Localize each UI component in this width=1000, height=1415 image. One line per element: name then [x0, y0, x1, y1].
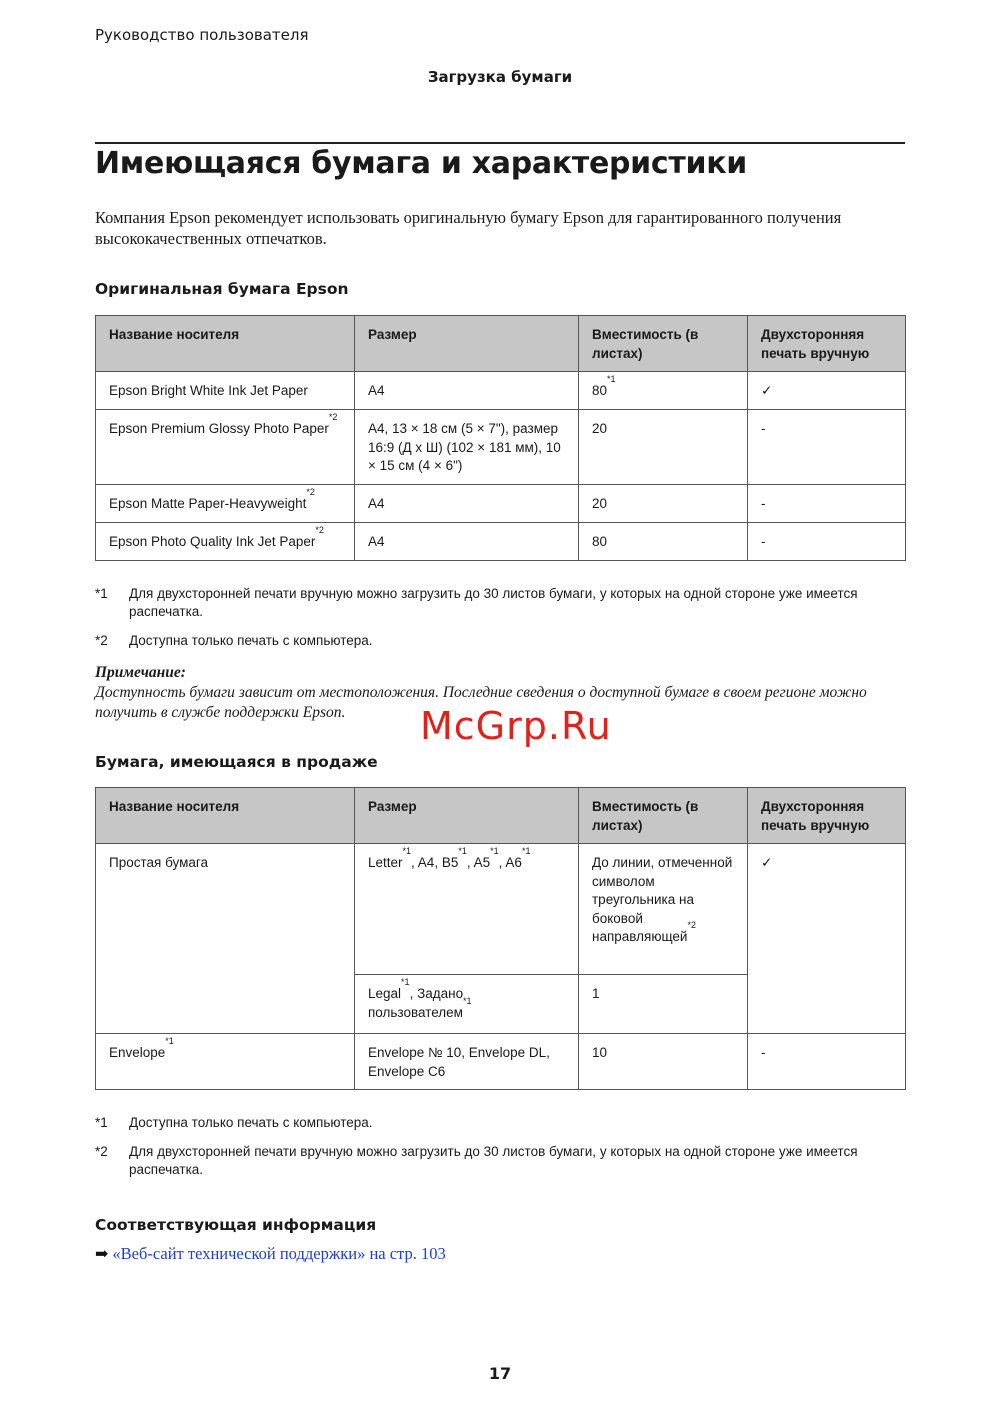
cell — [355, 522, 579, 560]
cell — [96, 844, 355, 1034]
column-header: Размер — [355, 788, 579, 844]
page-body — [95, 279, 905, 1265]
footnote-ref: *2 — [306, 486, 315, 497]
cell — [355, 844, 579, 975]
column-header: Размер — [355, 316, 579, 372]
arrow-right-icon: ➡ — [95, 1245, 109, 1263]
cell-text: , A4, B5 — [411, 855, 459, 870]
footnote — [95, 585, 905, 622]
cell-text: 20 — [592, 421, 608, 436]
cell — [748, 410, 906, 485]
cell-text: 80 — [592, 383, 608, 398]
check-mark — [748, 372, 906, 410]
divider — [95, 142, 905, 144]
cell — [96, 1034, 355, 1090]
cell-text: ✓ — [761, 855, 773, 870]
cell — [579, 484, 748, 522]
column-header: Двухсторонняя печать вручную — [748, 788, 906, 844]
cell-text: , Задано пользователем — [368, 986, 464, 1020]
footnote-ref: *1 — [401, 977, 410, 987]
intro-paragraph: Компания Epson рекомендует использовать оригинальную бумагу Epson для гарантированного получения высококачественных отпечатков. — [95, 208, 842, 248]
footnote-ref: *1 — [607, 374, 616, 384]
cell-text: Envelope — [109, 1045, 166, 1060]
table-row — [96, 372, 906, 410]
commercial-paper-table — [95, 787, 906, 1090]
cell-text: A4 — [368, 495, 385, 511]
cell-text: - — [761, 421, 766, 436]
footnote-text: Для двухсторонней печати вручную можно загрузить до 30 листов бумаги, у которых на одной стороне уже имеется распечатка. — [129, 585, 858, 619]
cell-text: Epson Bright White Ink Jet Paper — [109, 383, 308, 398]
cell — [96, 410, 355, 485]
footnote-text: Для двухсторонней печати вручную можно загрузить до 30 листов бумаги, у которых на одной стороне уже имеется распечатка. — [129, 1143, 858, 1177]
cell-text: - — [761, 533, 766, 549]
footnote-ref: *1 — [490, 846, 499, 856]
footnote-mark: *2 — [95, 1143, 108, 1159]
cell-text: Legal — [368, 986, 402, 1001]
cell — [579, 1034, 748, 1090]
footnote-ref: *1 — [521, 846, 531, 856]
footnote-ref: *1 — [402, 846, 412, 856]
cell-text: A4, 13 × 18 см (5 × 7"), размер 16:9 (Д x Ш) (102 × 181 мм), 10 × 15 см (4 × 6") — [368, 421, 561, 473]
footnote-ref: *2 — [315, 524, 324, 535]
footnote-mark: *1 — [95, 585, 108, 601]
column-header: Вместимость (в листах) — [579, 316, 748, 372]
cell-text: 10 — [592, 1045, 608, 1060]
table-row — [96, 844, 906, 975]
cell-text: Epson Photo Quality Ink Jet Paper — [109, 533, 316, 549]
column-header: Название носителя — [96, 788, 355, 844]
cell-text: Epson Premium Glossy Photo Paper — [109, 421, 329, 436]
cell-text: 1 — [592, 986, 600, 1001]
footnote-mark: *1 — [95, 1115, 108, 1130]
cell-text: Letter — [368, 855, 403, 870]
footnote — [95, 1114, 905, 1133]
cell — [355, 484, 579, 522]
cell — [355, 410, 579, 485]
cell — [579, 844, 748, 975]
cell — [96, 484, 355, 522]
cell-text: Epson Matte Paper-Heavyweight — [109, 495, 307, 511]
cell-text: Простая бумага — [109, 855, 209, 870]
footnote-text: Доступна только печать с компьютера. — [129, 1115, 373, 1130]
support-website-link[interactable]: «Веб-сайт технической поддержки» на стр. 103 — [112, 1243, 446, 1263]
note-label: Примечание: — [95, 664, 186, 681]
note-box — [95, 663, 905, 748]
cell-text: 80 — [592, 533, 608, 549]
cell — [355, 975, 579, 1034]
footnote-mark: *2 — [95, 632, 108, 648]
footnote-text: Доступна только печать с компьютера. — [129, 632, 373, 648]
chapter-title: Загрузка бумаги — [427, 68, 573, 86]
cell-text: ✓ — [761, 383, 773, 398]
cell — [355, 372, 579, 410]
section-heading-commercial: Бумага, имеющаяся в продаже — [95, 753, 378, 771]
table-header-row — [96, 788, 906, 844]
table-row — [96, 522, 906, 560]
cell — [355, 1034, 579, 1090]
related-link-row — [95, 1244, 905, 1265]
cell-text: - — [761, 1045, 766, 1060]
table-row — [96, 1034, 906, 1090]
footnote-ref: *1 — [462, 995, 472, 1006]
section-heading-original: Оригинальная бумага Epson — [95, 280, 349, 298]
check-mark — [748, 844, 906, 1034]
cell-text: Envelope № 10, Envelope DL, Envelope C6 — [368, 1045, 550, 1079]
cell — [579, 410, 748, 485]
running-header: Руководство пользователя — [95, 26, 309, 44]
cell-text: , A6 — [498, 855, 522, 870]
column-header: Вместимость (в листах) — [579, 788, 748, 844]
column-header: Двухсторонняя печать вручную — [748, 316, 906, 372]
cell — [96, 522, 355, 560]
cell — [579, 975, 748, 1034]
cell-text: A4 — [368, 383, 385, 398]
note-text: Доступность бумаги зависит от местоположения. Последние сведения о доступной бумаге в своем регионе можно получить в службе поддержки Epson. — [95, 684, 867, 721]
footnote-ref: *2 — [328, 412, 338, 422]
footnote — [95, 1143, 905, 1180]
related-heading: Соответствующая информация — [95, 1215, 377, 1234]
watermark: McGrp.Ru — [420, 704, 612, 748]
cell-text: До линии, отмеченной символом треугольника на боковой направляющей — [592, 855, 733, 944]
table-header-row — [96, 316, 906, 372]
table-row — [96, 484, 906, 522]
footnote — [95, 632, 905, 651]
cell — [748, 1034, 906, 1090]
cell — [96, 372, 355, 410]
original-paper-table — [95, 315, 906, 561]
column-header: Название носителя — [96, 316, 355, 372]
cell-text: A4 — [368, 533, 385, 549]
cell — [748, 522, 906, 560]
cell — [748, 484, 906, 522]
table-row — [96, 410, 906, 485]
cell-text: - — [761, 495, 766, 511]
footnote-ref: *1 — [165, 1036, 174, 1046]
page-number: 17 — [488, 1364, 512, 1383]
cell-text: , A5 — [466, 855, 491, 870]
footnote-ref: *2 — [687, 920, 696, 930]
footnote-ref: *1 — [458, 846, 467, 856]
cell-text: 20 — [592, 495, 608, 511]
page-title: Имеющаяся бумага и характеристики — [95, 146, 747, 181]
cell — [579, 522, 748, 560]
cell — [579, 372, 748, 410]
